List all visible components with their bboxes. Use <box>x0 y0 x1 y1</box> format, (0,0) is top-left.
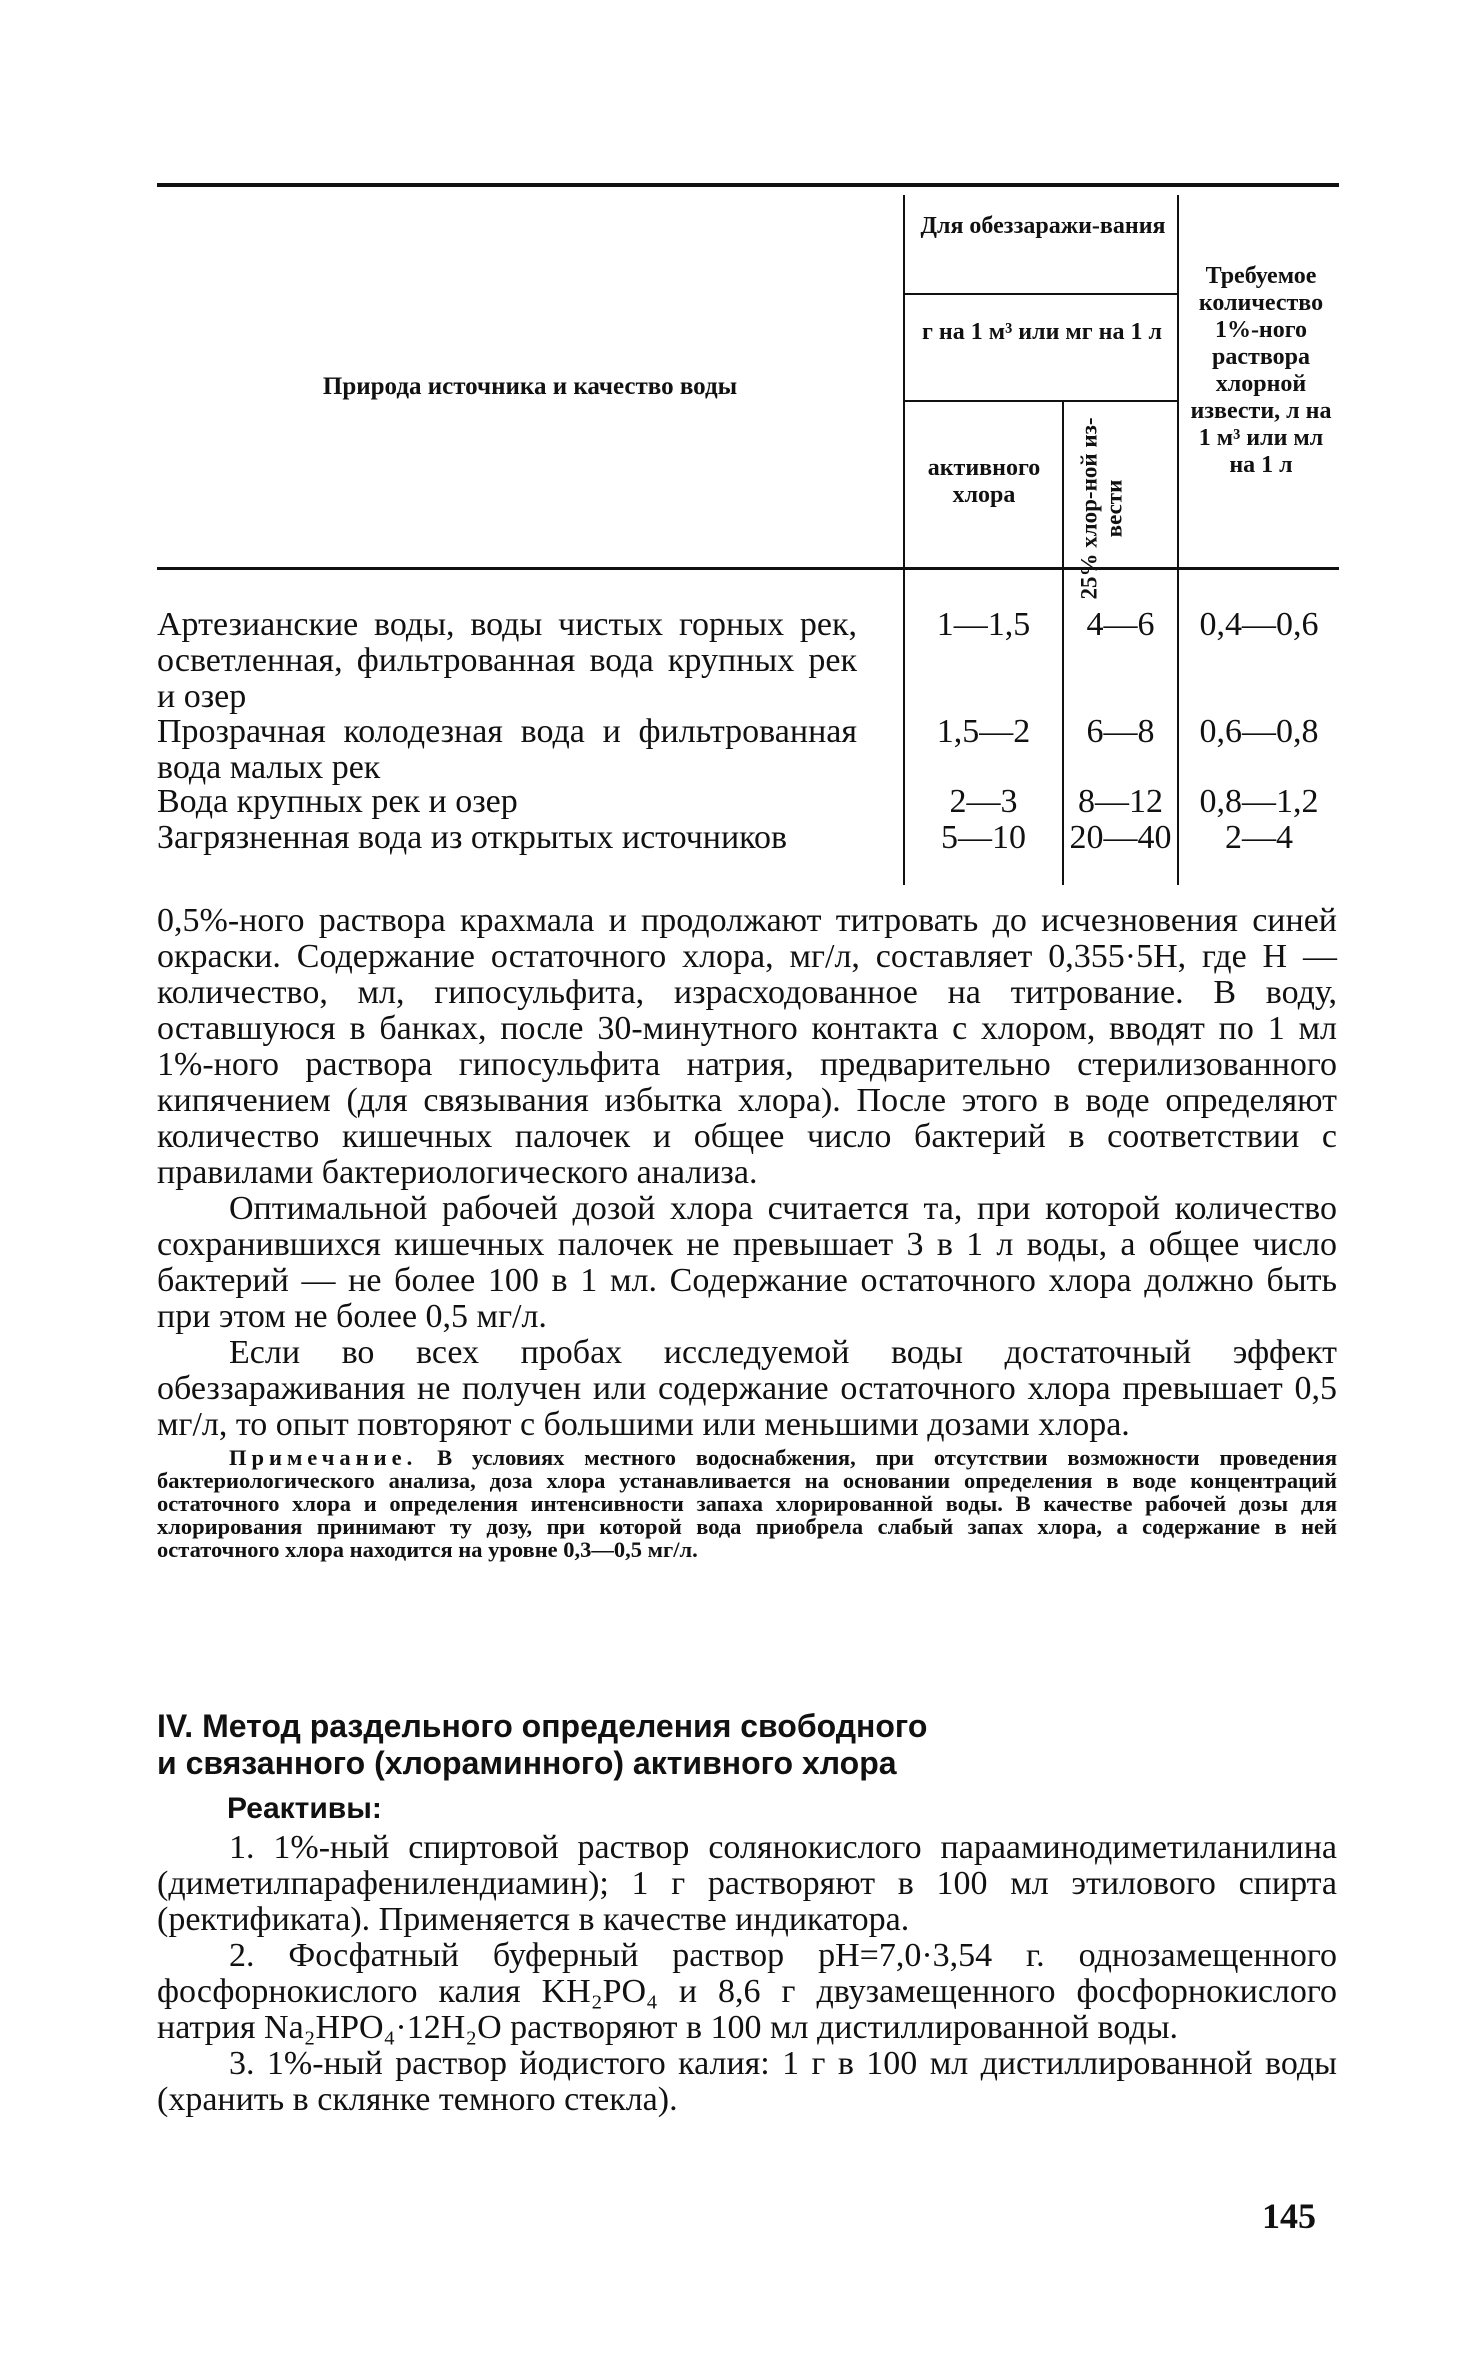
reagents-list <box>157 1830 1337 2118</box>
table-row-2-lime: 6—8 <box>1086 713 1155 750</box>
table-row-1-lime: 4—6 <box>1086 606 1155 643</box>
reagent-item-3: 3. 1%-ный раствор йодистого калия: 1 г в 100 мл дистиллированной воды (хранить в склянке темного стекла). <box>157 2045 1337 2118</box>
table-top-rule <box>157 183 1339 187</box>
col-rule-3 <box>1177 195 1179 885</box>
table-row-3-lime: 8—12 <box>1078 783 1163 820</box>
table-row-3-source: Вода крупных рек и озер <box>157 783 518 820</box>
table-row-2-required: 0,6—0,8 <box>1199 713 1319 750</box>
header-required-col: Требуемое количество 1%-ного раствора хлорной извести, л на 1 м³ или мл на 1 л <box>1190 263 1332 478</box>
reagent-item-1: 1. 1%-ный спиртовой раствор солянокислого парааминодиметиланилина (диметилпарафенилендиамин); 1 г растворяют в 100 мл этилового спирта (ректификата). Применяется в качестве индикатора. <box>157 1829 1337 1938</box>
table-row-4-active: 5—10 <box>941 819 1026 856</box>
table-row-1-required: 0,4—0,6 <box>1199 606 1319 643</box>
note-paragraph <box>157 1446 1337 1561</box>
section-title <box>157 1708 927 1782</box>
header-lime-25: 25% хлор-ной из-вести <box>1076 417 1127 600</box>
header-source-col: Природа источника и качество воды <box>322 373 738 400</box>
table-row-1-source: Артезианские воды, воды чистых горных рек, осветленная, фильтрованная вода крупных рек и озер <box>157 606 857 715</box>
reagent-item-2: 2. Фосфатный буферный раствор pH=7,0·3,54 г. однозамещенного фосфорнокислого калия KH₂PO₄ и 8,6 г двузамещенного фосфорнокислого натрия Na₂HPO₄·12H₂O растворяют в 100 мл дистиллированной воды. <box>157 1937 1337 2046</box>
table-row-3-active: 2—3 <box>949 783 1018 820</box>
section-title-line-1: IV. Метод раздельного определения свободного <box>157 1708 928 1744</box>
header-disinfection-group: Для обеззаражи-вания <box>920 213 1166 239</box>
table-header-rule <box>157 567 1339 570</box>
section-title-line-2: и связанного (хлораминного) активного хлора <box>157 1745 897 1781</box>
paragraph-optimal-dose: Оптимальной рабочей дозой хлора считается та, при которой количество сохранившихся кишечных палочек не превышает 3 в 1 л воды, а общее число бактерий — не более 100 в 1 мл. Содержание остаточного хлора должно быть при этом не более 0,5 мг/л. <box>157 1190 1337 1335</box>
note-text: В условиях местного водоснабжения, при отсутствии возможности проведения бактериологического анализа, доза хлора устанавливается на основании определения в воде концентраций остаточного хлора и определения интенсивности запаха хлорированной воды. В качестве рабочей дозы для хлорирования принимают ту дозу, при которой вода приобрела слабый запах хлора, а содержание в ней остаточного хлора находится на уровне 0,3—0,5 мг/л. <box>157 1445 1337 1562</box>
header-dose-unit: г на 1 м³ или мг на 1 л <box>922 319 1162 345</box>
paragraph-repeat-test: Если во всех пробах исследуемой воды достаточный эффект обеззараживания не получен или содержание остаточного хлора превышает 0,5 мг/л, то опыт повторяют с большими или меньшими дозами хлора. <box>157 1334 1337 1443</box>
header-subrule-1 <box>905 293 1177 295</box>
table-row-2-active: 1,5—2 <box>936 713 1031 750</box>
note-label: Примечание. <box>229 1445 418 1470</box>
table-row-4-required: 2—4 <box>1225 819 1293 856</box>
table-row-2-source: Прозрачная колодезная вода и фильтрованная вода малых рек <box>157 713 857 786</box>
table-row-3-required: 0,8—1,2 <box>1199 783 1319 820</box>
header-active-chlorine: активного хлора <box>927 455 1041 508</box>
chlorine-dose-table <box>157 183 1339 888</box>
reagents-label: Реактивы: <box>227 1792 382 1825</box>
header-subrule-2 <box>905 400 1177 402</box>
table-row-4-source: Загрязненная вода из открытых источников <box>157 819 788 856</box>
page-number: 145 <box>1262 2196 1316 2236</box>
table-row-4-lime: 20—40 <box>1069 819 1172 856</box>
main-text-block <box>157 903 1337 1561</box>
col-rule-1 <box>903 195 905 885</box>
table-row-1-active: 1—1,5 <box>936 606 1031 643</box>
paragraph-titration: 0,5%-ного раствора крахмала и продолжают титровать до исчезновения синей окраски. Содержание остаточного хлора, мг/л, составляет 0,355·5H, где H — количество, мл, гипосульфита, израсходованное на титрование. В воду, оставшуюся в банках, после 30-минутного контакта с хлором, вводят по 1 мл 1%-ного раствора гипосульфита натрия, предварительно стерилизованного кипячением (для связывания избытка хлора). После этого в воде определяют количество кишечных палочек и общее число бактерий в соответствии с правилами бактериологического анализа. <box>157 902 1337 1191</box>
